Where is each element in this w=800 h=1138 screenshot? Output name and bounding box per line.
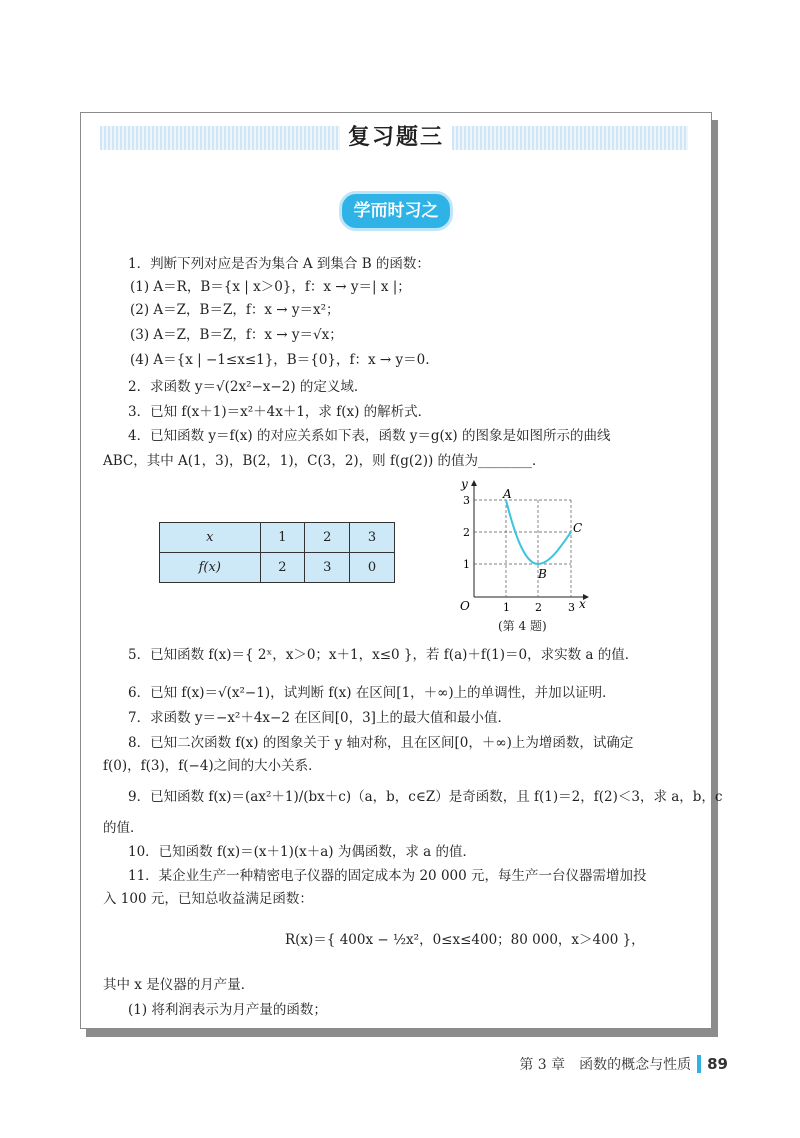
q1-part3: (3) A＝Z，B＝Z，f：x → y＝√x；: [130, 327, 343, 343]
page-number: 89: [707, 1055, 728, 1073]
table-cell: 3: [350, 523, 395, 553]
q11-note: 其中 x 是仪器的月产量．: [103, 977, 255, 993]
table-header-x: x: [160, 523, 261, 553]
q10: 10．已知函数 f(x)＝(x＋1)(x＋a) 为偶函数，求 a 的值．: [128, 844, 476, 860]
q1-part4: (4) A＝{x | −1≤x≤1}，B＝{0}，f：x → y＝0.: [130, 352, 430, 368]
q11-part1: (1) 将利润表示为月产量的函数；: [128, 1002, 327, 1018]
q6: 6．已知 f(x)＝√(x²−1)，试判断 f(x) 在区间[1，＋∞)上的单调性，并加以证明．: [128, 685, 616, 701]
table-cell: 2: [305, 523, 350, 553]
q9-cont: 的值．: [103, 820, 144, 836]
point-b-label: B: [538, 567, 547, 581]
q11-cont: 入 100 元，已知总收益满足函数：: [103, 891, 313, 907]
chapter-title: 第 3 章 函数的概念与性质: [519, 1057, 692, 1073]
graph-q4: [455, 474, 595, 614]
y-tick: 1: [463, 558, 470, 571]
table-header-fx: f(x): [160, 553, 261, 583]
q2: 2．求函数 y＝√(2x²−x−2) 的定义域．: [128, 379, 368, 395]
q7: 7．求函数 y＝−x²＋4x−2 在区间[0，3]上的最大值和最小值．: [128, 710, 511, 726]
q4: 4．已知函数 y＝f(x) 的对应关系如下表，函数 y＝g(x) 的图象是如图所示的曲线: [128, 428, 611, 444]
y-tick: 3: [463, 494, 470, 507]
figure-caption: (第 4 题): [498, 619, 547, 633]
x-tick: 1: [503, 601, 510, 614]
q1-part1: (1) A＝R，B＝{x | x＞0}，f：x → y＝| x |；: [130, 279, 411, 295]
q5: 5．已知函数 f(x)＝{ 2ˣ，x＞0；x＋1，x≤0 }，若 f(a)＋f(1)＝0，求实数 a 的值．: [128, 647, 639, 663]
page-title: 复习题三: [340, 122, 452, 154]
x-tick: 2: [535, 601, 542, 614]
q8: 8．已知二次函数 f(x) 的图象关于 y 轴对称，且在区间[0，＋∞)上为增函数，试确定: [128, 735, 634, 751]
x-axis-label: x: [579, 597, 586, 611]
point-a-label: A: [503, 487, 512, 501]
x-tick: 3: [568, 601, 575, 614]
q8-cont: f(0)，f(3)，f(−4)之间的大小关系．: [103, 758, 322, 774]
q1: 1．判断下列对应是否为集合 A 到集合 B 的函数：: [128, 256, 430, 272]
q9: 9．已知函数 f(x)＝(ax²＋1)/(bx＋c)（a，b，c∈Z）是奇函数，且 f(1)＝2，f(2)＜3，求 a，b，c: [128, 789, 723, 805]
q11-revenue-function: R(x)＝{ 400x − ½x²，0≤x≤400；80 000，x＞400 }，: [285, 932, 645, 948]
y-axis-label: y: [461, 477, 468, 491]
q11: 11．某企业生产一种精密电子仪器的固定成本为 20 000 元，每生产一台仪器需增加投: [128, 868, 647, 884]
y-tick: 2: [463, 526, 470, 539]
q3: 3．已知 f(x＋1)＝x²＋4x＋1，求 f(x) 的解析式．: [128, 404, 432, 420]
table-cell: 0: [350, 553, 395, 583]
q1-part2: (2) A＝Z，B＝Z，f：x → y＝x²；: [130, 302, 340, 318]
table-cell: 3: [305, 553, 350, 583]
table-cell: 2: [260, 553, 305, 583]
origin-label: O: [460, 599, 470, 613]
section-badge: 学而时习之: [339, 191, 453, 231]
y-axis-arrow: [471, 480, 477, 486]
function-table: [159, 522, 395, 583]
point-c-label: C: [573, 521, 583, 535]
q4-cont: ABC，其中 A(1，3)，B(2，1)，C(3，2)，则 f(g(2)) 的值为________．: [103, 453, 546, 469]
table-cell: 1: [260, 523, 305, 553]
page-footer: [519, 1054, 728, 1074]
footer-divider: [697, 1055, 701, 1073]
